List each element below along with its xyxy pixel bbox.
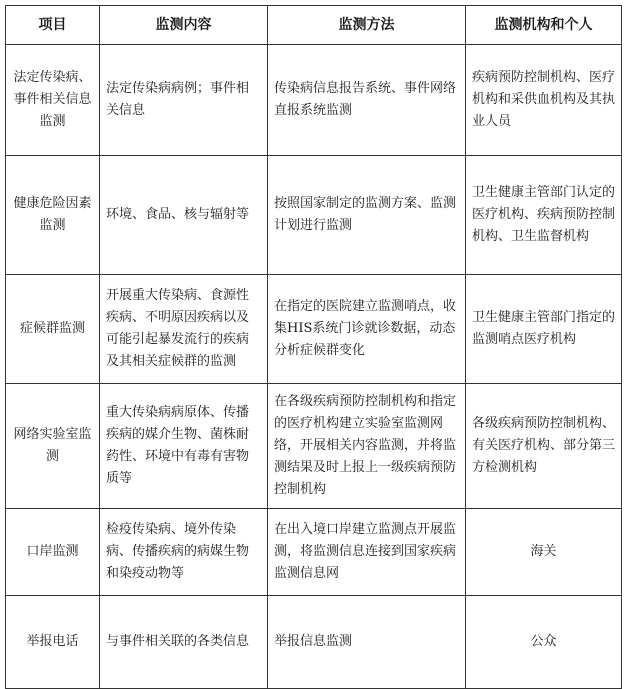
- row-content: 法定传染病病例；事件相关信息: [100, 45, 268, 156]
- row-content: 环境、食品、核与辐射等: [100, 156, 268, 275]
- row-content: 开展重大传染病、食源性疾病、不明原因疾病以及可能引起暴发流行的疾病及其相关症候群的监测: [100, 275, 268, 384]
- row-item: 健康危险因素监测: [6, 156, 100, 275]
- table-row: [6, 384, 622, 509]
- row-agency: 各级疾病预防控制机构、有关医疗机构、部分第三方检测机构: [466, 384, 622, 509]
- header-method: 监测方法: [268, 6, 466, 45]
- table-row: [6, 275, 622, 384]
- row-method: 在各级疾病预防控制机构和指定的医疗机构建立实验室监测网络，开展相关内容监测，并将监测结果及时上报上一级疾病预防控制机构: [268, 384, 466, 509]
- header-row: [6, 6, 622, 45]
- row-item: 口岸监测: [6, 509, 100, 596]
- header-content: 监测内容: [100, 6, 268, 45]
- table-row: [6, 509, 622, 596]
- surveillance-table: [5, 5, 622, 689]
- row-method: 在出入境口岸建立监测点开展监测，将监测信息连接到国家疾病监测信息网: [268, 509, 466, 596]
- row-content: 与事件相关联的各类信息: [100, 596, 268, 689]
- row-agency: 公众: [466, 596, 622, 689]
- table-row: [6, 45, 622, 156]
- row-agency: 疾病预防控制机构、医疗机构和采供血机构及其执业人员: [466, 45, 622, 156]
- row-method: 在指定的医院建立监测哨点，收集HIS系统门诊就诊数据，动态分析症候群变化: [268, 275, 466, 384]
- table-row: [6, 596, 622, 689]
- row-method: 举报信息监测: [268, 596, 466, 689]
- row-item: 举报电话: [6, 596, 100, 689]
- row-item: 症候群监测: [6, 275, 100, 384]
- table-row: [6, 156, 622, 275]
- row-content: 重大传染病病原体、传播疾病的媒介生物、菌株耐药性、环境中有毒有害物质等: [100, 384, 268, 509]
- row-item: 网络实验室监测: [6, 384, 100, 509]
- row-method: 按照国家制定的监测方案、监测计划进行监测: [268, 156, 466, 275]
- row-agency: 海关: [466, 509, 622, 596]
- row-item: 法定传染病、事件相关信息监测: [6, 45, 100, 156]
- row-agency: 卫生健康主管部门认定的医疗机构、疾病预防控制机构、卫生监督机构: [466, 156, 622, 275]
- header-agency: 监测机构和个人: [466, 6, 622, 45]
- row-method: 传染病信息报告系统、事件网络直报系统监测: [268, 45, 466, 156]
- row-content: 检疫传染病、境外传染病、传播疾病的病媒生物和染疫动物等: [100, 509, 268, 596]
- header-item: 项目: [6, 6, 100, 45]
- row-agency: 卫生健康主管部门指定的监测哨点医疗机构: [466, 275, 622, 384]
